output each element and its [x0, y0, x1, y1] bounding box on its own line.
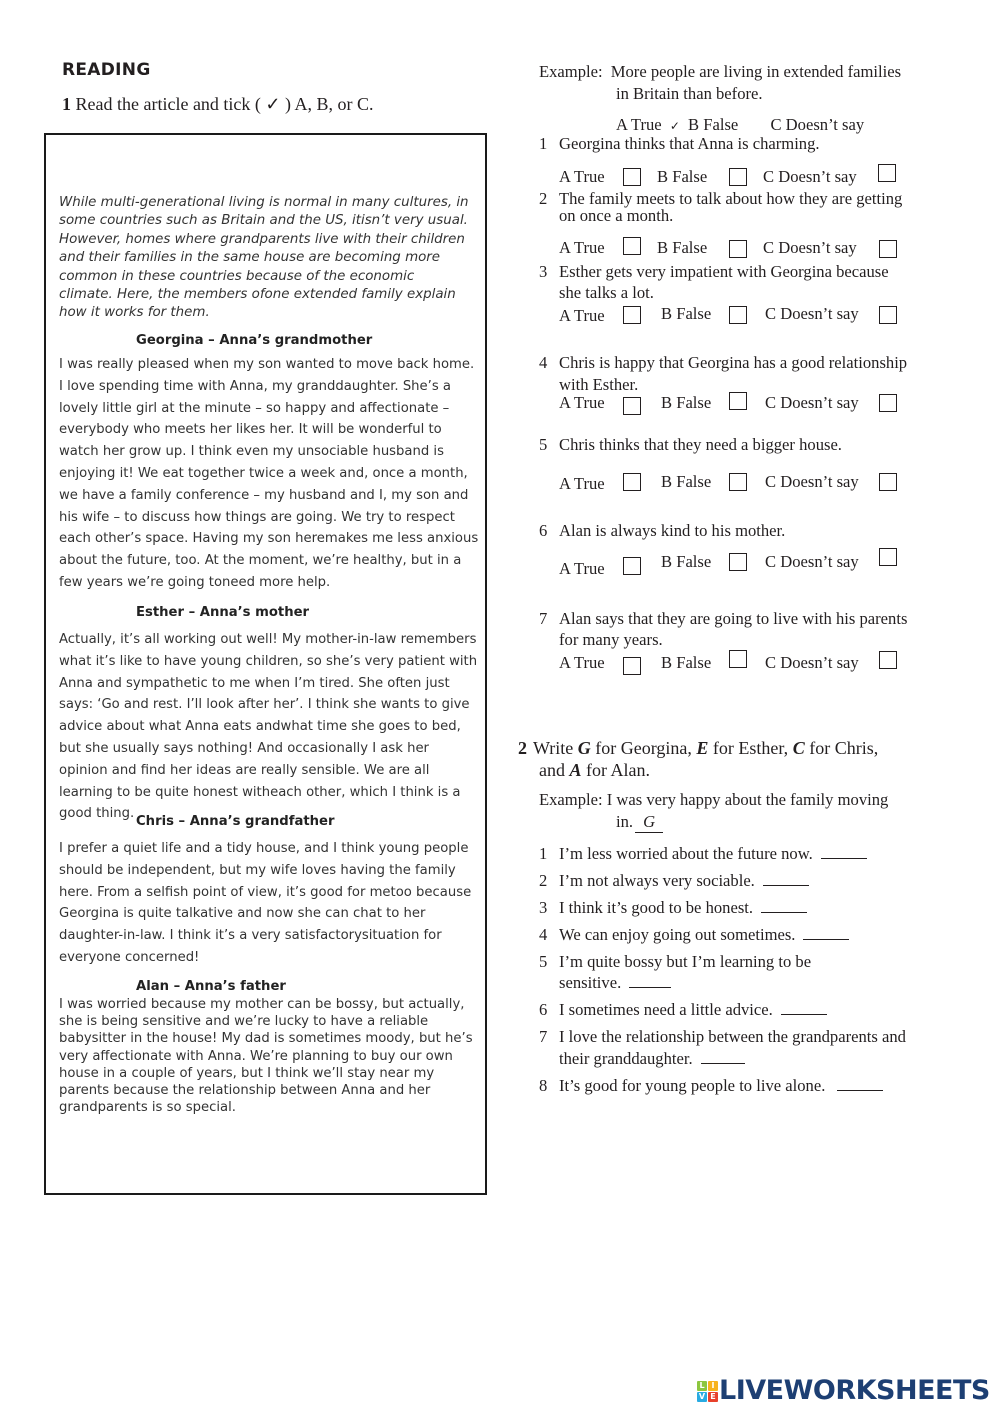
answer-blank-8[interactable]	[837, 1077, 883, 1091]
item-text: I think it’s good to be honest.	[559, 898, 754, 917]
q7-checkbox-b[interactable]	[729, 650, 747, 668]
question-text: Alan says that they are going to live with his parents	[559, 609, 908, 628]
letter-a: A	[569, 760, 582, 780]
task2-item-7-line2	[559, 1048, 745, 1069]
question-number: 7	[539, 609, 548, 628]
section-text-esther: Actually, it’s all working out well! My mother-in-law remembers what it’s like to have young children, so she’s very patient with Anna and sympathetic to me when I’m tired. She often just says: ‘Go and rest. I’ll look after her’. I think she wants to give advice about what Anna eats andwhat time she goes to bed, but she usually says nothing! And occasionally I ask her opinion and find her ideas are really sensible. We are all learning to be quite honest witheach other, which I think is a good thing.	[59, 632, 478, 822]
q7-checkbox-c[interactable]	[879, 651, 897, 669]
logo-letter: V	[698, 1392, 706, 1401]
q6-checkbox-c[interactable]	[879, 548, 897, 566]
answer-blank-3[interactable]	[761, 899, 807, 913]
task2-instruction	[518, 737, 938, 781]
section-text-georgina: I was really pleased when my son wanted to move back home. I love spending time with Anna, my granddaughter. She’s a lovely little girl at the minute – so happy and affectionate – everybody who meets her likes her. It will be wonderful to watch her grow up. I think even my unsociable husband is enjoying it! We eat together twice a week and, once a month, we have a family conference – my husband and I, my son and his wife – to discuss how things are going. We try to respect each other’s space. Having my son heremakes me less anxious about the future, too. At the moment, we’re healthy, but in a few years we’re going toneed more help.	[59, 357, 479, 590]
instruction-text: Read the article and tick ( ✓ ) A, B, or C.	[75, 94, 374, 114]
question-number: 3	[539, 262, 548, 281]
example-text-line2	[616, 811, 663, 833]
option-b-label: B False	[661, 472, 712, 491]
question-text: Chris thinks that they need a bigger house.	[559, 435, 842, 454]
q5-checkbox-b[interactable]	[729, 473, 747, 491]
item-text: I love the relationship between the grandparents and	[559, 1027, 906, 1046]
item-text: I’m less worried about the future now.	[559, 844, 813, 863]
item-number: 3	[539, 898, 548, 917]
example-text-line2: in Britain than before.	[616, 84, 763, 103]
option-c-label: C Doesn’t say	[765, 472, 859, 491]
question-6-options	[559, 552, 919, 576]
answer-blank-4[interactable]	[803, 926, 849, 940]
option-c-label: C Doesn’t say	[763, 238, 857, 257]
example-text-line1: More people are living in extended families	[610, 62, 902, 81]
task2-item-1	[539, 843, 867, 864]
item-text: We can enjoy going out sometimes.	[559, 925, 796, 944]
item-text: I sometimes need a little advice.	[559, 1000, 773, 1019]
option-a-label: A True	[559, 474, 605, 493]
option-b-label: B False	[661, 393, 712, 412]
q2-checkbox-a[interactable]	[623, 237, 641, 255]
q4-checkbox-c[interactable]	[879, 394, 897, 412]
question-2-line2: on once a month.	[559, 206, 674, 225]
liveworksheets-logo	[697, 1377, 990, 1405]
example-label: Example:	[539, 62, 603, 81]
task2-item-4	[539, 924, 849, 945]
letter-c: C	[792, 738, 805, 758]
item-number: 4	[539, 925, 548, 944]
question-number: 2	[539, 189, 548, 208]
q5-checkbox-a[interactable]	[623, 473, 641, 491]
q7-checkbox-a[interactable]	[623, 657, 641, 675]
example-text-line1: I was very happy about the family moving	[606, 790, 889, 809]
logo-letter: I	[708, 1381, 718, 1391]
task-number: 1	[62, 94, 71, 114]
option-b-label: B False	[661, 653, 712, 672]
question-4-line2: with Esther.	[559, 375, 639, 394]
option-b-label: B False	[657, 167, 708, 186]
q4-checkbox-a[interactable]	[623, 397, 641, 415]
task2-item-2	[539, 870, 809, 891]
instruction-text: and	[539, 760, 565, 780]
section-heading-alan: Alan – Anna’s father	[136, 979, 286, 994]
option-c-label: C Doesn’t say	[765, 653, 859, 672]
article-box	[44, 133, 487, 1195]
q1-checkbox-a[interactable]	[623, 168, 641, 186]
instruction-text: for Chris,	[809, 738, 879, 758]
logo-letter: L	[697, 1381, 707, 1391]
task2-example	[539, 789, 888, 810]
q5-checkbox-c[interactable]	[879, 473, 897, 491]
question-text: Alan is always kind to his mother.	[559, 521, 786, 540]
q6-checkbox-b[interactable]	[729, 553, 747, 571]
section-title: READING	[62, 60, 151, 80]
task2-item-5-line2	[559, 972, 671, 993]
answer-blank-7[interactable]	[701, 1050, 745, 1064]
option-a-label: A True	[559, 393, 605, 412]
option-c-label: C Doesn’t say	[765, 393, 859, 412]
example-option-a: A True	[616, 115, 662, 134]
question-7-line2: for many years.	[559, 630, 663, 649]
question-6	[539, 520, 785, 541]
answer-blank-5[interactable]	[629, 974, 671, 988]
question-3-line2: she talks a lot.	[559, 283, 654, 302]
example-option-b: B False	[688, 115, 739, 134]
question-number: 5	[539, 435, 548, 454]
task-number: 2	[518, 738, 527, 758]
question-text: Georgina thinks that Anna is charming.	[559, 134, 820, 153]
question-text: Chris is happy that Georgina has a good relationship	[559, 353, 908, 372]
q1-checkbox-b[interactable]	[729, 168, 747, 186]
question-number: 1	[539, 134, 548, 153]
q3-checkbox-c[interactable]	[879, 306, 897, 324]
q3-checkbox-b[interactable]	[729, 306, 747, 324]
example-answer: G	[635, 811, 663, 833]
article-intro: While multi-generational living is normal in many cultures, in some countries such as Britain and the US, itisn’t very usual. However, homes where grandparents live with their children and their families in the same house are becoming more common in these countries because of the economic climate. Here, the members ofone extended family explain how it works for them.	[59, 195, 469, 321]
task2-item-7	[539, 1026, 906, 1047]
answer-blank-2[interactable]	[763, 872, 809, 886]
instruction-text: Write	[533, 738, 574, 758]
letter-g: G	[577, 738, 591, 758]
task1-example	[539, 61, 901, 82]
item-number: 2	[539, 871, 548, 890]
question-5-options	[559, 472, 919, 496]
item-text: I’m not always very sociable.	[559, 871, 755, 890]
question-text: Esther gets very impatient with Georgina because	[559, 262, 889, 281]
section-heading-georgina: Georgina – Anna’s grandmother	[136, 333, 373, 348]
question-number: 4	[539, 353, 548, 372]
question-1	[539, 133, 820, 154]
item-number: 7	[539, 1027, 548, 1046]
question-5	[539, 434, 842, 455]
section-text-chris: I prefer a quiet life and a tidy house, and I think young people should be independent, but my wife loves having the family here. From a selfish point of view, it’s good for metoo because Georgina is quite talkative and now she can chat to her daughter-in-law. I think it’s a very satisfactorysituation for everyone concerned!	[59, 841, 472, 965]
q4-checkbox-b[interactable]	[729, 392, 747, 410]
option-a-label: A True	[559, 167, 605, 186]
logo-text: LIVEWORKSHEETS	[719, 1375, 990, 1406]
option-c-label: C Doesn’t say	[765, 304, 859, 323]
logo-live-icon	[697, 1381, 718, 1402]
item-text: I’m quite bossy but I’m learning to be	[559, 952, 812, 971]
item-number: 1	[539, 844, 548, 863]
task2-item-6	[539, 999, 827, 1020]
item-text: sensitive.	[559, 973, 622, 992]
example-tick-icon: ✓	[669, 119, 680, 133]
option-c-label: C Doesn’t say	[765, 552, 859, 571]
question-number: 6	[539, 521, 548, 540]
instruction-text: for Esther,	[712, 738, 789, 758]
instruction-text: for Alan.	[586, 760, 650, 780]
item-text: It’s good for young people to live alone.	[559, 1076, 826, 1095]
option-b-label: B False	[661, 552, 712, 571]
question-text: The family meets to talk about how they are getting	[559, 189, 903, 208]
question-4-options	[559, 393, 919, 417]
example-option-c: C Doesn’t say	[770, 115, 865, 134]
section-text-alan: I was worried because my mother can be bossy, but actually, she is being sensitive and we’re lucky to have a reliable babysitter in the house! My dad is sometimes moody, but he’s very affectionate with Anna. We’re planning to buy our own house in a couple of years, but I think we’ll stay near my parents because the relationship between Anna and her grandparents is so special.	[59, 997, 473, 1116]
example-text: in.	[616, 812, 634, 831]
question-7-options	[559, 653, 919, 677]
option-a-label: A True	[559, 559, 605, 578]
task1-instruction	[62, 94, 374, 115]
question-7	[539, 608, 907, 629]
q2-checkbox-b[interactable]	[729, 240, 747, 258]
letter-e: E	[696, 738, 709, 758]
question-3-options	[559, 304, 919, 328]
task2-item-3	[539, 897, 807, 918]
question-2-options	[559, 238, 919, 262]
answer-blank-1[interactable]	[821, 845, 867, 859]
section-heading-chris: Chris – Anna’s grandfather	[136, 814, 335, 829]
q6-checkbox-a[interactable]	[623, 557, 641, 575]
item-number: 5	[539, 952, 548, 971]
question-4	[539, 352, 907, 373]
q3-checkbox-a[interactable]	[623, 306, 641, 324]
item-text: their granddaughter.	[559, 1049, 693, 1068]
q1-checkbox-c[interactable]	[878, 164, 896, 182]
item-number: 8	[539, 1076, 548, 1095]
logo-letter: E	[708, 1392, 718, 1402]
example-options	[616, 115, 864, 135]
task2-item-5	[539, 951, 811, 972]
instruction-text: for Georgina,	[595, 738, 692, 758]
option-b-label: B False	[661, 304, 712, 323]
item-number: 6	[539, 1000, 548, 1019]
option-b-label: B False	[657, 238, 708, 257]
option-a-label: A True	[559, 306, 605, 325]
section-heading-esther: Esther – Anna’s mother	[136, 605, 310, 620]
q2-checkbox-c[interactable]	[879, 240, 897, 258]
question-3	[539, 261, 889, 282]
option-a-label: A True	[559, 238, 605, 257]
example-label: Example:	[539, 790, 603, 809]
task2-item-8	[539, 1075, 883, 1096]
answer-blank-6[interactable]	[781, 1001, 827, 1015]
option-a-label: A True	[559, 653, 605, 672]
option-c-label: C Doesn’t say	[763, 167, 857, 186]
